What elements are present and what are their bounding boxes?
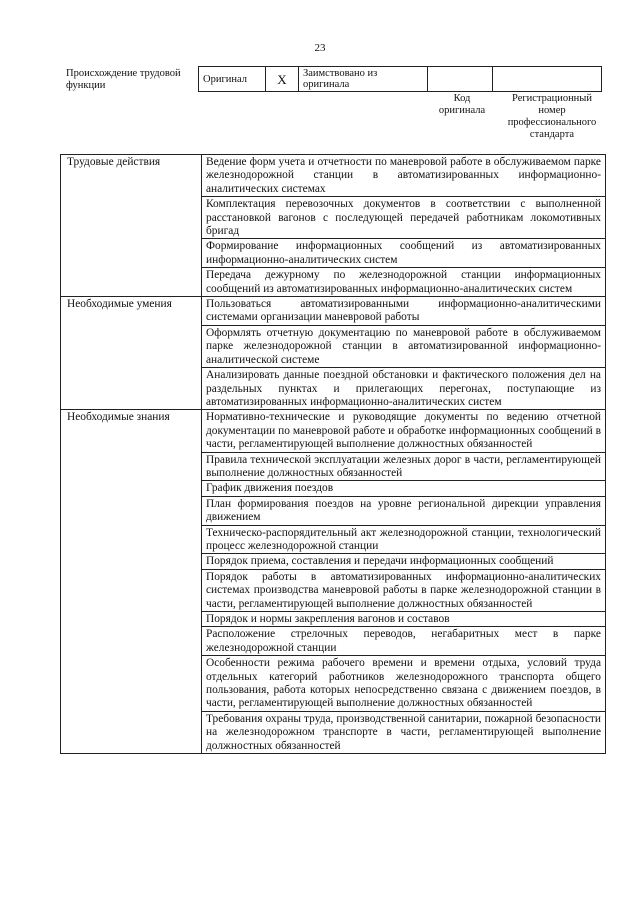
section-item: Пользоваться автоматизированными информационно-аналитическими системами организации маневровой работы xyxy=(202,297,606,326)
reg-number-cell xyxy=(493,67,602,92)
section-item: Порядок и нормы закрепления вагонов и составов xyxy=(202,612,606,627)
page-number: 23 xyxy=(314,42,326,54)
table-row xyxy=(61,155,606,197)
section-item: Ведение форм учета и отчетности по маневровой работе в обслуживаемом парке железнодорожной станции в автоматизированных информационно-аналитических системах xyxy=(202,155,606,197)
section-item: Формирование информационных сообщений из автоматизированных информационно-аналитических систем xyxy=(202,239,606,268)
table-row xyxy=(61,297,606,326)
origin-label: Происхождение трудовой функции xyxy=(66,68,181,91)
section-item: Порядок приема, составления и передачи информационных сообщений xyxy=(202,554,606,569)
section-item: Анализировать данные поездной обстановки и фактического положения дел на раздельных пунктах и прилегающих перегонах, поступающие из автоматизированных информационно-аналитических систем xyxy=(202,368,606,410)
section-item: Оформлять отчетную документацию по маневровой работе в обслуживаемом парке железнодорожной станции в автоматизированной информационно-аналитической системе xyxy=(202,325,606,367)
section-item: Техническо-распорядительный акт железнодорожной станции, технологический процесс железнодорожной станции xyxy=(202,525,606,554)
section-item: Правила технической эксплуатации железных дорог в части, регламентирующей выполнение должностных обязанностей xyxy=(202,452,606,481)
original-cell: Оригинал xyxy=(199,67,266,92)
section-item: Особенности режима рабочего времени и времени отдыха, условий труда отдельных категорий работников железнодорожного транспорта общего пользования, работа которых непосредственно связана с движением поездов, в части, регламентирующей выполнение должностных обязанностей xyxy=(202,656,606,712)
table-row xyxy=(61,410,606,452)
section-item: Комплектация перевозочных документов в соответствии с выполненной расстановкой вагонов с последующей передачей работникам локомотивных бригад xyxy=(202,197,606,239)
section-item: План формирования поездов на уровне региональной дирекции управления движением xyxy=(202,496,606,525)
section-item: График движения поездов xyxy=(202,481,606,496)
section-label: Необходимые умения xyxy=(61,297,202,410)
section-item: Передача дежурному по железнодорожной станции информационных сообщений из автоматизированных информационно-аналитических систем xyxy=(202,268,606,297)
section-item: Порядок работы в автоматизированных информационно-аналитических системах производства маневровой работы в парке железнодорожной станции в части, регламентирующей выполнение должностных обязанностей xyxy=(202,569,606,611)
borrowed-cell: Заимствовано из оригинала xyxy=(299,67,428,92)
section-label: Трудовые действия xyxy=(61,155,202,297)
section-item: Требования охраны труда, производственной санитарии, пожарной безопасности на железнодорожном транспорте в части, регламентирующей выполнение должностных обязанностей xyxy=(202,711,606,753)
section-item: Расположение стрелочных переводов, негабаритных мест в парке железнодорожной станции xyxy=(202,627,606,656)
origin-table xyxy=(198,66,602,92)
code-original-caption: Код оригинала xyxy=(438,93,486,116)
original-mark: X xyxy=(266,67,299,92)
section-label: Необходимые знания xyxy=(61,410,202,754)
code-cell xyxy=(428,67,493,92)
function-table xyxy=(60,154,606,754)
reg-number-caption: Регистрационный номер профессионального стандарта xyxy=(507,93,597,140)
section-item: Нормативно-технические и руководящие документы по ведению отчетной документации по маневровой работе и обработке информационных сообщений в части, регламентирующей выполнение должностных обязанностей xyxy=(202,410,606,452)
